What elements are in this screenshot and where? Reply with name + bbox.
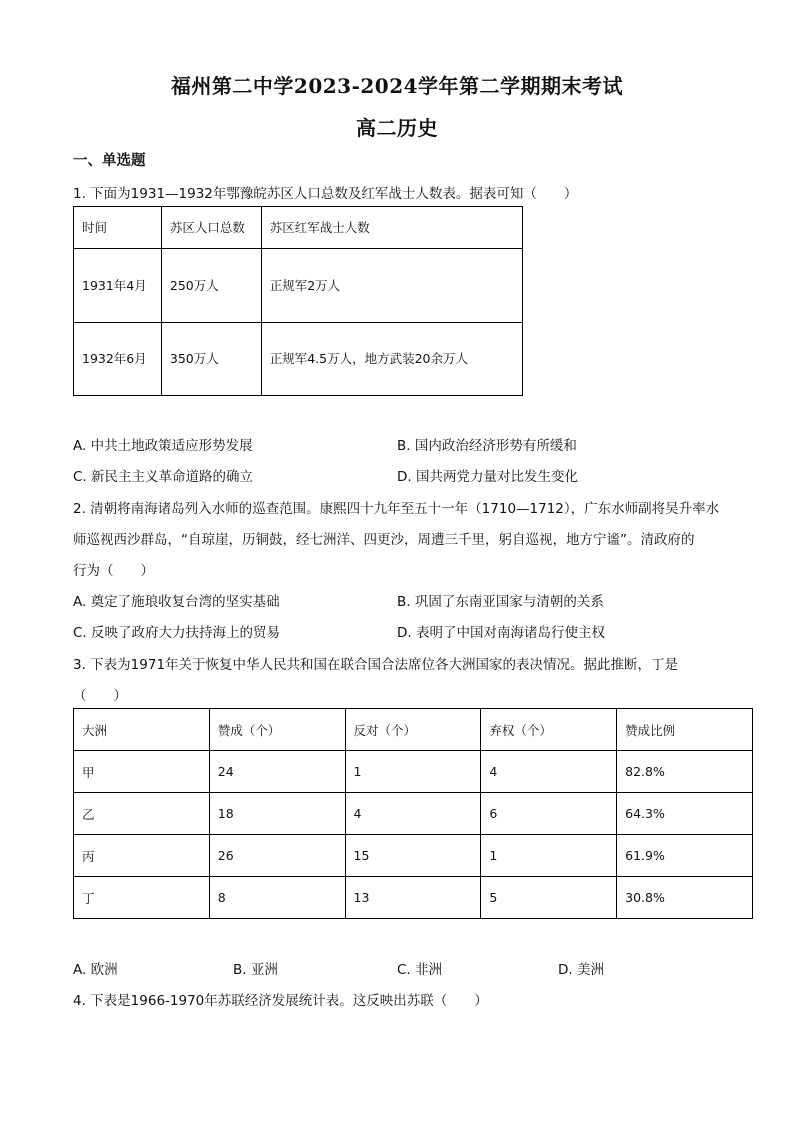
- question-2-option-b: B. 巩固了东南亚国家与清朝的关系: [397, 594, 604, 610]
- question-1-option-d: D. 国共两党力量对比发生变化: [397, 469, 578, 485]
- table-cell: 乙: [74, 793, 210, 835]
- table-cell: 1931年4月: [74, 249, 162, 323]
- table-cell: 4: [345, 793, 481, 835]
- question-1-stem: 1. 下面为1931—1932年鄂豫皖苏区人口总数及红军战士人数表。据表可知（ ）: [73, 186, 578, 202]
- question-1-option-b: B. 国内政治经济形势有所缓和: [397, 438, 577, 454]
- table-header-cell: 时间: [74, 207, 162, 249]
- table-header-cell: 赞成（个）: [209, 709, 345, 751]
- question-2-option-d: D. 表明了中国对南海诸岛行使主权: [397, 625, 605, 641]
- question-3-stem-line-1: 3. 下表为1971年关于恢复中华人民共和国在联合国合法席位各大洲国家的表决情况。据此推断，丁是: [73, 657, 679, 673]
- question-1-option-a: A. 中共土地政策适应形势发展: [73, 438, 253, 454]
- table-cell: 26: [209, 835, 345, 877]
- table-cell: 1: [481, 835, 617, 877]
- question-3-option-d: D. 美洲: [558, 962, 604, 978]
- question-2-option-a: A. 奠定了施琅收复台湾的坚实基础: [73, 594, 280, 610]
- exam-subject: 高二历史: [356, 116, 438, 140]
- table-cell: 18: [209, 793, 345, 835]
- table-header-row: [74, 709, 753, 751]
- table-header-cell: 反对（个）: [345, 709, 481, 751]
- table-cell: 甲: [74, 751, 210, 793]
- question-3-option-a: A. 欧洲: [73, 962, 118, 978]
- question-3-option-b: B. 亚洲: [233, 962, 278, 978]
- table-row: [74, 249, 523, 323]
- table-cell: 正规军4.5万人，地方武装20余万人: [261, 323, 522, 396]
- table-row: [74, 323, 523, 396]
- question-3-stem-line-2: （ ）: [73, 688, 127, 704]
- table-cell: 8: [209, 877, 345, 919]
- table-cell: 30.8%: [617, 877, 753, 919]
- question-2-stem-line-1: 2. 清朝将南海诸岛列入水师的巡查范围。康熙四十九年至五十一年（1710—1712），广东水师副将吴升率水: [73, 501, 720, 517]
- table-cell: 5: [481, 877, 617, 919]
- table-cell: 6: [481, 793, 617, 835]
- table-cell: 250万人: [161, 249, 261, 323]
- question-2-stem-line-3: 行为（ ）: [73, 563, 154, 579]
- table-row: [74, 835, 753, 877]
- table-cell: 350万人: [161, 323, 261, 396]
- question-3-table: [73, 708, 753, 919]
- question-3-option-c: C. 非洲: [397, 962, 443, 978]
- table-cell: 82.8%: [617, 751, 753, 793]
- table-cell: 15: [345, 835, 481, 877]
- table-cell: 24: [209, 751, 345, 793]
- table-cell: 13: [345, 877, 481, 919]
- table-header-cell: 赞成比例: [617, 709, 753, 751]
- question-4-stem: 4. 下表是1966-1970年苏联经济发展统计表。这反映出苏联（ ）: [73, 993, 488, 1009]
- table-row: [74, 793, 753, 835]
- table-header-cell: 苏区人口总数: [161, 207, 261, 249]
- table-cell: 丙: [74, 835, 210, 877]
- table-cell: 1932年6月: [74, 323, 162, 396]
- table-cell: 丁: [74, 877, 210, 919]
- question-1-table: [73, 206, 523, 396]
- question-1-option-c: C. 新民主主义革命道路的确立: [73, 469, 254, 485]
- table-cell: 64.3%: [617, 793, 753, 835]
- table-cell: 61.9%: [617, 835, 753, 877]
- table-header-cell: 苏区红军战士人数: [261, 207, 522, 249]
- section-heading: 一、单选题: [73, 153, 146, 169]
- table-cell: 正规军2万人: [261, 249, 522, 323]
- exam-title: 福州第二中学2023-2024学年第二学期期末考试: [170, 74, 624, 98]
- table-header-cell: 弃权（个）: [481, 709, 617, 751]
- question-2-option-c: C. 反映了政府大力扶持海上的贸易: [73, 625, 281, 641]
- table-row: [74, 877, 753, 919]
- table-cell: 4: [481, 751, 617, 793]
- table-row: [74, 751, 753, 793]
- table-header-cell: 大洲: [74, 709, 210, 751]
- question-2-stem-line-2: 师巡视西沙群岛，“自琼崖，历铜鼓，经七洲洋、四更沙，周遭三千里，躬自巡视，地方宁谧”。清政府的: [73, 532, 695, 548]
- table-cell: 1: [345, 751, 481, 793]
- table-header-row: [74, 207, 523, 249]
